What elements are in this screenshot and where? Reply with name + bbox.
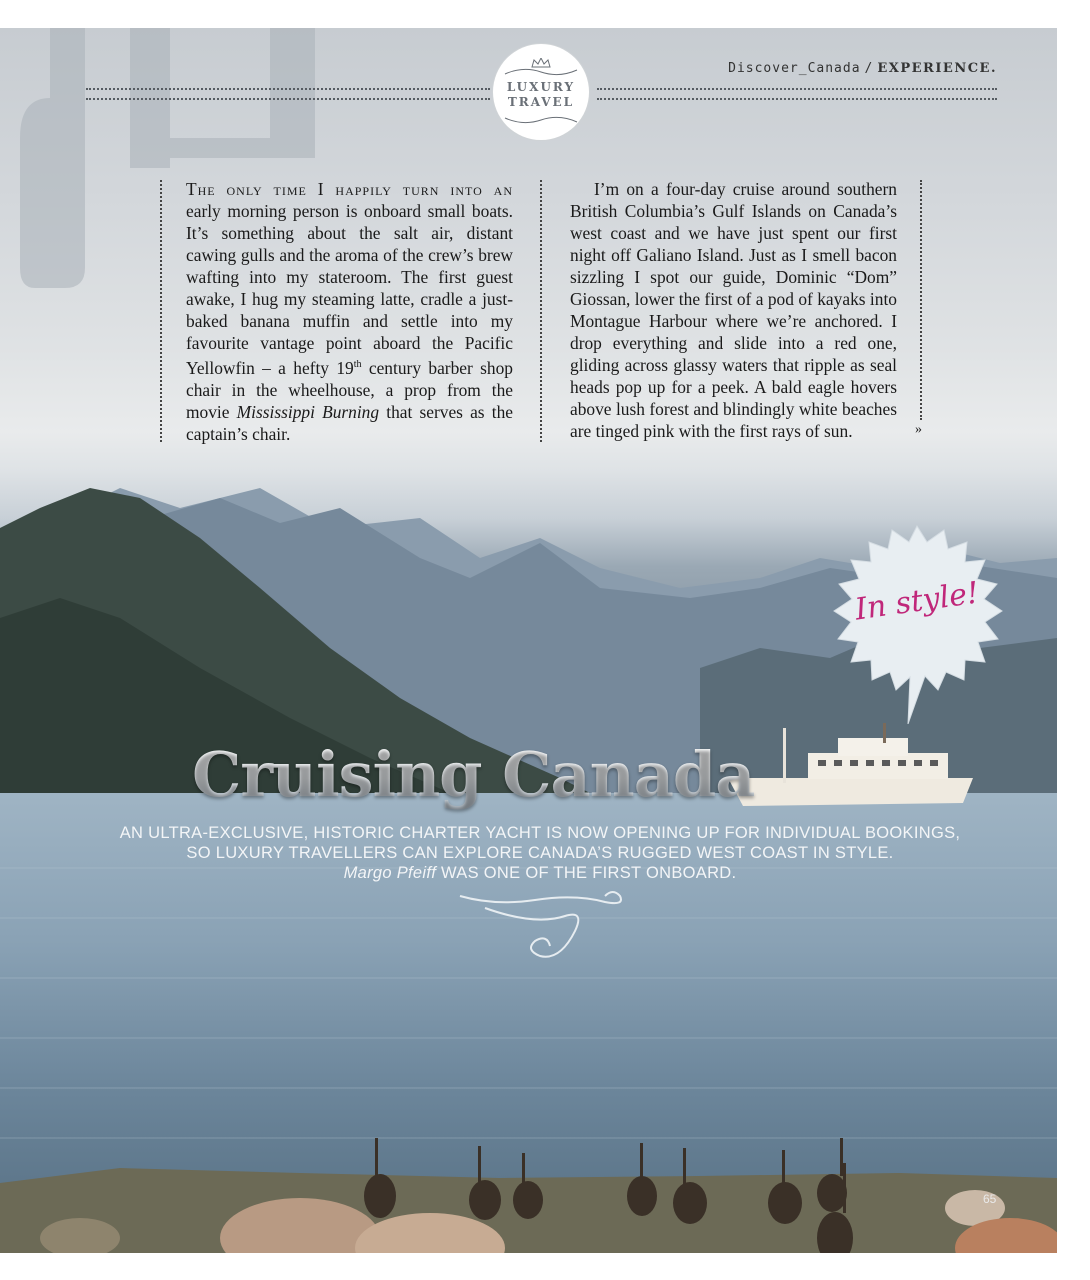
badge-line-1: LUXURY xyxy=(506,80,576,94)
swirl-bottom-icon xyxy=(503,114,579,126)
article-column-2 xyxy=(570,178,897,442)
luxury-travel-badge xyxy=(493,44,589,140)
section-category: EXPERIENCE. xyxy=(877,61,997,76)
byline-rest: WAS ONE OF THE FIRST ONBOARD. xyxy=(436,864,737,882)
standfirst-line-2: SO LUXURY TRAVELLERS CAN EXPLORE CANADA’S RUGGED WEST COAST IN STYLE. xyxy=(186,844,894,862)
headline-text: Cruising Canada xyxy=(192,738,755,811)
col1-superscript: th xyxy=(353,359,362,370)
standfirst-byline xyxy=(100,863,980,883)
badge-line-2: TRAVEL xyxy=(507,95,575,109)
col2-text: I’m on a four-day cruise around southern British Columbia’s Gulf Islands on Canada’s west coast and we have just spent our first night off Galiano Island. Just as I smell bacon sizzling I spot our guide, Dominic “Dom” Giossan, lower the first of a pod of kayaks into Montague Harbour where we’re anchored. I drop everything and slide into a red one, gliding across glassy waters that ripple as seal heads pop up for a peek. A bald eagle hovers above lush forest and blindingly white beaches are tinged pink with the first rays of sun. xyxy=(570,179,897,441)
section-separator: / xyxy=(864,61,874,76)
author-name: Margo Pfeiff xyxy=(343,864,437,882)
col1-text-c: that serves as the captain’s chair. xyxy=(186,401,513,444)
section-name: Discover_Canada xyxy=(728,61,861,76)
header-rule-right xyxy=(597,88,997,100)
col1-text-a: early morning person is onboard small boats. It’s something about the salt air, distant cawing gulls and the aroma of the crew’s brew wafting into my stateroom. The first guest awake, I hug my steaming latte, cradle a just-baked banana muffin and settle into my favourite vantage point aboard the Pacific Yellowfin – a hefty 19 xyxy=(186,201,513,378)
page-number: 65 xyxy=(983,1192,997,1206)
flourish-ornament xyxy=(455,886,630,971)
continue-mark: » xyxy=(915,422,922,437)
magazine-page xyxy=(0,28,1057,1253)
header-rule-left xyxy=(86,88,490,100)
column-rule-right xyxy=(920,180,922,420)
column-rule-middle xyxy=(540,180,542,442)
section-label xyxy=(728,61,997,76)
col1-text-b: century barber shop chair in the wheelhouse, a prop from the movie xyxy=(186,357,513,422)
standfirst xyxy=(100,823,980,883)
film-title: Mississippi Burning xyxy=(236,401,380,422)
swirl-top-icon xyxy=(503,66,579,78)
headline xyxy=(192,738,755,811)
article-column-1 xyxy=(186,178,513,445)
standfirst-line-1: AN ULTRA-EXCLUSIVE, HISTORIC CHARTER YACHT IS NOW OPENING UP FOR INDIVIDUAL BOOKINGS, xyxy=(119,824,961,842)
lead-in: The only time I happily turn into an xyxy=(186,179,513,199)
bubble-text: In style! xyxy=(852,575,982,628)
column-rule-left xyxy=(160,180,162,442)
